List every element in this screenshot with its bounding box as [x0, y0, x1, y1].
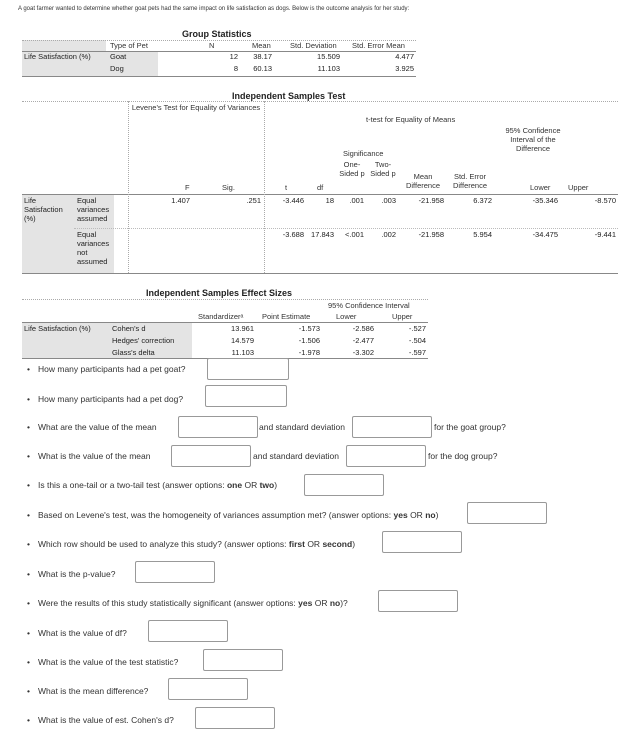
hedges-label: Hedges' correction	[112, 336, 175, 345]
row2-lower: -34.475	[532, 230, 558, 239]
option-yes: yes	[393, 510, 408, 520]
question-1	[27, 364, 186, 374]
bullet-icon: •	[27, 657, 30, 667]
bullet-icon: •	[27, 451, 30, 461]
dog-sem: 3.925	[395, 64, 414, 73]
t-header: t	[285, 183, 288, 192]
cohens-d-lower: -2.586	[352, 324, 374, 333]
question-4	[27, 451, 151, 461]
row2-upper: -9.441	[594, 230, 616, 239]
question-text: What is the mean difference?	[38, 686, 149, 696]
answer-levene[interactable]	[467, 502, 547, 524]
bullet-icon: •	[27, 628, 30, 638]
ci-header: 95% Confidence Interval of the Difference	[505, 126, 561, 153]
question-4-mid: and standard deviation	[253, 451, 340, 461]
point-est-header: Point Estimate	[262, 312, 311, 321]
upper-header: Upper	[568, 183, 589, 192]
question-text: Were the results of this study statistically significant (answer options:	[38, 598, 299, 608]
divider	[74, 228, 618, 229]
divider	[22, 273, 618, 274]
cohens-d-label: Cohen's d	[112, 324, 146, 333]
question-text: How many participants had a pet dog?	[38, 394, 184, 404]
goat-mean: 38.17	[253, 52, 272, 61]
question-13	[27, 715, 174, 725]
option-no: no	[329, 598, 341, 608]
hedges-pe: -1.506	[298, 336, 320, 345]
header-n: N	[209, 41, 215, 50]
row1-p1: .001	[349, 196, 364, 205]
mean-diff-header: Mean Difference	[405, 172, 441, 190]
glass-pe: -1.978	[298, 348, 320, 357]
question-text: What is the value of the test statistic?	[38, 657, 179, 667]
answer-mean-difference[interactable]	[168, 678, 248, 700]
row2-md: -21.958	[418, 230, 444, 239]
two-sided-header: Two-Sided p	[370, 160, 396, 178]
answer-dog-sd[interactable]	[346, 445, 426, 467]
option-close: )	[352, 539, 356, 549]
answer-test-statistic[interactable]	[203, 649, 283, 671]
question-5	[27, 480, 278, 490]
cohens-d-std: 13.961	[231, 324, 254, 333]
ttest-header: t-test for Equality of Means	[366, 115, 456, 124]
answer-tail[interactable]	[304, 474, 384, 496]
goat-sem: 4.477	[395, 52, 414, 61]
goat-sd: 15.509	[317, 52, 340, 61]
row1-sig: .251	[246, 196, 261, 205]
row1-md: -21.958	[418, 196, 444, 205]
sig-header: Sig.	[222, 183, 235, 192]
pet-goat: Goat	[110, 52, 127, 61]
standardizer-header: Standardizerᵃ	[198, 312, 244, 321]
bullet-icon: •	[27, 422, 30, 432]
row1-upper: -8.570	[594, 196, 616, 205]
dog-mean: 60.13	[253, 64, 272, 73]
option-yes: yes	[298, 598, 313, 608]
pet-dog: Dog	[110, 64, 124, 73]
question-4-end: for the dog group?	[428, 451, 498, 461]
row1-lower: -35.346	[532, 196, 558, 205]
divider	[128, 101, 129, 273]
glass-lower: -3.302	[352, 348, 374, 357]
answer-goat-count[interactable]	[207, 358, 289, 380]
row2-se: 5.954	[473, 230, 492, 239]
glass-upper: -.597	[408, 348, 426, 357]
lower-header: Lower	[530, 183, 551, 192]
option-no: no	[425, 510, 436, 520]
effect-lower-header: Lower	[336, 312, 357, 321]
option-sep: OR	[242, 480, 260, 490]
bullet-icon: •	[27, 539, 30, 549]
question-12	[27, 686, 149, 696]
cohens-d-upper: -.527	[408, 324, 426, 333]
question-text: What are the value of the mean	[38, 422, 157, 432]
question-text: What is the p-value?	[38, 569, 116, 579]
bullet-icon: •	[27, 510, 30, 520]
row1-se: 6.372	[473, 196, 492, 205]
hedges-lower: -2.477	[352, 336, 374, 345]
glass-std: 11.103	[231, 348, 254, 357]
question-text: Based on Levene's test, was the homogeneity of variances assumption met? (answer options:	[38, 510, 394, 520]
ind-row-label: Life Satisfaction (%)	[24, 196, 63, 223]
one-sided-header: One-Sided p	[339, 160, 365, 178]
option-sep: OR	[312, 598, 330, 608]
divider	[22, 76, 416, 77]
question-8	[27, 569, 116, 579]
intro-text: A goat farmer wanted to determine whether goat pets had the same impact on life satisfaction as dogs. Below is the outcome analysis for her study:	[18, 6, 410, 12]
header-std-err: Std. Error Mean	[352, 41, 405, 50]
question-text: Which row should be used to analyze this study? (answer options:	[38, 539, 289, 549]
cohens-d-pe: -1.573	[298, 324, 320, 333]
f-header: F	[185, 183, 190, 192]
question-text: Is this a one-tail or a two-tail test (answer options:	[38, 480, 227, 490]
row-label: Life Satisfaction (%)	[24, 52, 91, 61]
option-sep: OR	[304, 539, 323, 549]
header-mean: Mean	[252, 41, 271, 50]
option-close: )?	[340, 598, 348, 608]
option-one: one	[226, 480, 243, 490]
answer-p-value[interactable]	[135, 561, 215, 583]
bullet-icon: •	[27, 480, 30, 490]
answer-goat-mean[interactable]	[178, 416, 258, 438]
answer-cohens-d[interactable]	[195, 707, 275, 729]
divider	[22, 299, 428, 300]
question-9	[27, 598, 348, 608]
option-close: )	[274, 480, 278, 490]
ind-test-title: Independent Samples Test	[232, 91, 346, 101]
glass-label: Glass's delta	[112, 348, 155, 357]
effect-upper-header: Upper	[392, 312, 413, 321]
df-header: df	[317, 183, 324, 192]
question-6	[27, 510, 439, 520]
answer-dog-mean[interactable]	[171, 445, 251, 467]
option-second: second	[322, 539, 353, 549]
question-2	[27, 394, 184, 404]
bullet-icon: •	[27, 686, 30, 696]
bullet-icon: •	[27, 394, 30, 404]
answer-significant[interactable]	[378, 590, 458, 612]
answer-goat-sd[interactable]	[352, 416, 432, 438]
row1-label: Equal variances assumed	[77, 196, 110, 223]
effect-row-label: Life Satisfaction (%)	[24, 324, 91, 333]
option-two: two	[259, 480, 275, 490]
question-7	[27, 539, 356, 549]
row2-t: -3.688	[282, 230, 304, 239]
header-std-dev: Std. Deviation	[290, 41, 337, 50]
option-first: first	[288, 539, 305, 549]
divider	[264, 101, 265, 273]
divider	[22, 194, 618, 195]
hedges-upper: -.504	[408, 336, 426, 345]
hedges-std: 14.579	[231, 336, 254, 345]
effect-title: Independent Samples Effect Sizes	[146, 288, 293, 298]
header-type-of-pet: Type of Pet	[110, 41, 148, 50]
bullet-icon: •	[27, 715, 30, 725]
row1-p2: .003	[381, 196, 396, 205]
question-text: What is the value of df?	[38, 628, 127, 638]
significance-header: Significance	[343, 149, 384, 158]
bullet-icon: •	[27, 569, 30, 579]
option-close: )	[435, 510, 439, 520]
row2-label: Equal variances not assumed	[77, 230, 110, 266]
bullet-icon: •	[27, 598, 30, 608]
divider	[22, 322, 428, 323]
option-sep: OR	[407, 510, 426, 520]
question-text: How many participants had a pet goat?	[38, 364, 186, 374]
row2-p2: .002	[381, 230, 396, 239]
bullet-icon: •	[27, 364, 30, 374]
levene-header: Levene's Test for Equality of Variances	[131, 103, 261, 112]
row2-p1: <.001	[345, 230, 364, 239]
question-11	[27, 657, 179, 667]
row1-df: 18	[325, 196, 334, 205]
group-stats-title: Group Statistics	[182, 29, 252, 39]
question-3-mid: and standard deviation	[259, 422, 346, 432]
dog-n: 8	[233, 64, 238, 73]
divider	[22, 101, 618, 102]
answer-row[interactable]	[382, 531, 462, 553]
question-3-end: for the goat group?	[434, 422, 506, 432]
row1-F: 1.407	[171, 196, 190, 205]
row2-df: 17.843	[311, 230, 334, 239]
dog-sd: 11.103	[317, 64, 340, 73]
question-10	[27, 628, 127, 638]
goat-n: 12	[229, 52, 238, 61]
answer-dog-count[interactable]	[205, 385, 287, 407]
se-diff-header: Std. Error Difference	[452, 172, 488, 190]
effect-ci-header: 95% Confidence Interval	[328, 301, 410, 310]
question-3	[27, 422, 157, 432]
question-text: What is the value of est. Cohen's d?	[38, 715, 174, 725]
question-text: What is the value of the mean	[38, 451, 151, 461]
row1-t: -3.446	[282, 196, 304, 205]
answer-df[interactable]	[148, 620, 228, 642]
